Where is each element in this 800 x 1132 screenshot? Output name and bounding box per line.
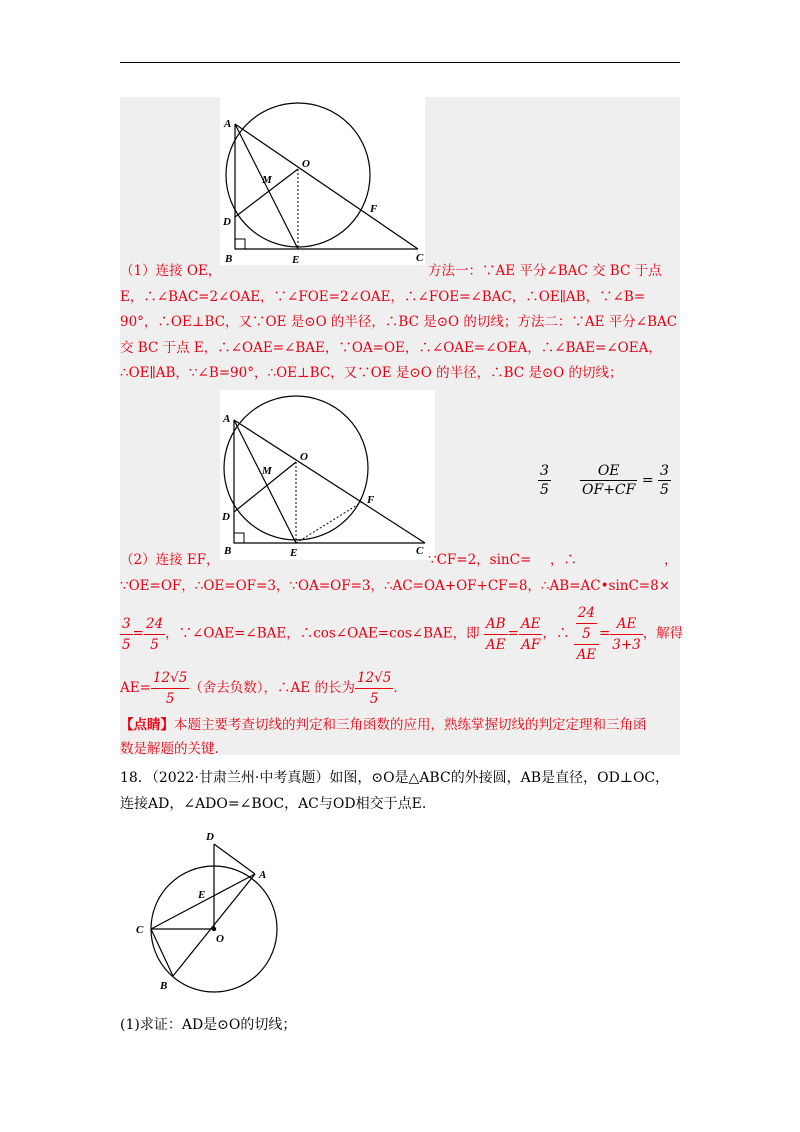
l3-g-num: 24 [144, 614, 165, 635]
float-frac-num: 3 [540, 463, 549, 479]
l4-den: 5 [165, 691, 175, 707]
sol1-line-1b: 方法一：∵AE 平分∠BAC 交 BC 于点 [428, 263, 662, 279]
fig1-label-B: B [225, 253, 233, 265]
fig1-label-A: A [224, 118, 232, 130]
sol2-line-4 [120, 668, 398, 709]
fig3-label-B: B [160, 980, 168, 992]
sol2-line-2: ∵OE=OF，∴OE=OF=3，∵OA=OF=3，∴AC=OA+OF+CF=8，∴AB=AC•sinC=8× [120, 578, 671, 594]
fig3-label-O: O [216, 933, 224, 945]
l4-mid: （舍去负数），∴AE 的长为 [189, 680, 355, 696]
l4-pre: AE= [120, 680, 151, 696]
fig1-label-C: C [416, 252, 424, 264]
float-frac-den: 5 [540, 482, 549, 498]
sol2-line-1a: （2）连接 EF， [120, 552, 220, 568]
l4-num2: 12√5 [355, 668, 393, 689]
l3-eq: = [132, 625, 144, 642]
q18-sub-1: (1)求证：AD是⊙O的切线； [120, 1017, 297, 1033]
l4-den2: 5 [369, 691, 379, 707]
fig2-label-F: F [367, 494, 375, 506]
l3-end: ，解得 [642, 625, 684, 642]
fig2-label-D: D [222, 511, 230, 523]
l3-g-den: 5 [150, 636, 159, 653]
comment-line-2: 数是解题的关键. [120, 741, 219, 757]
header-rule [120, 62, 680, 63]
l3-big-den: 5 [582, 626, 591, 642]
comment-text-1: 本题主要考查切线的判定和三角函数的应用，熟练掌握切线的判定定理和三角函 [174, 717, 647, 733]
l3-ab: AB [484, 614, 508, 635]
fig1-label-D: D [223, 216, 231, 228]
fig1-label-E: E [292, 254, 300, 265]
fig3-label-E: E [198, 889, 206, 901]
ratio-rden: 5 [660, 482, 669, 498]
fig2-label-M: M [262, 465, 272, 477]
float-fraction [538, 462, 551, 499]
l3-frac-den: 5 [122, 636, 131, 653]
sol2-line-1b: ∵CF=2，sinC= [428, 552, 532, 568]
q18-line-1: 18．（2022·甘肃兰州·中考真题）如图，⊙O是△ABC的外接圆，AB是直径，OD⊥OC， [120, 770, 670, 786]
l3-ae: AE [485, 636, 506, 653]
q18-line-2: 连接AD，∠ADO=∠BOC，AC与OD相交于点E. [120, 796, 427, 812]
ratio-den: OF+CF [582, 482, 636, 498]
l3-ae3: AE [576, 647, 597, 663]
ratio-eq: = [641, 472, 654, 489]
sol2-line-1d: ， [664, 552, 678, 568]
fig1-label-M: M [262, 174, 272, 186]
l4-end: . [393, 680, 398, 696]
fig3-label-A: A [259, 869, 267, 881]
figure-2 [220, 390, 435, 560]
l3-frac-num: 3 [120, 614, 133, 635]
sol1-line-2: E，∴∠BAC=2∠OAE，∵∠FOE=2∠OAE，∴∠FOE=∠BAC，∴OE∥AB，∵∠B= [120, 289, 646, 305]
l4-num: 12√5 [151, 668, 189, 689]
l3-text: ，∵∠OAE=∠BAE，∴cos∠OAE=cos∠BAE，即 [165, 625, 480, 642]
fig1-label-F: F [370, 203, 378, 215]
l3-33: 3+3 [612, 636, 641, 653]
comment-line-1 [120, 716, 647, 734]
fig3-label-C: C [136, 924, 144, 936]
comment-tag: 【点睛】 [120, 717, 174, 733]
sol1-line-3: 90°，∴OE⊥BC，又∵OE 是⊙O 的半径，∴BC 是⊙O 的切线；方法二：∵AE 平分∠BAC [120, 314, 678, 330]
sol1-line-4: 交 BC 于点 E，∴∠OAE=∠BAE，∵OA=OE，∴∠OAE=∠OEA，∴∠BAE=∠OEA， [120, 340, 662, 356]
ratio-num: OE [580, 462, 637, 481]
l3-big-num: 24 [576, 603, 597, 624]
sol1-line-1a: （1）连接 OE， [120, 263, 222, 279]
fig2-label-O: O [300, 451, 308, 463]
sol2-line-3: $\frac{3}{5}$ = $\frac{24}{5}$ ，∵∠OAE=∠BAE，∴cos∠OAE=cos∠BAE，即 $\frac{AB}{AE}$ = $\frac{AE}{AF}$ ，∴ $\frac{\frac{24}{5}}{AE}$ = $\frac{AE}{3+3}$ ，解得 [122, 605, 684, 663]
fig2-label-A: A [223, 413, 231, 425]
l3-so: ，∴ [542, 625, 570, 642]
l3-af: AF [521, 636, 541, 653]
l3-ae2: AE [519, 614, 543, 635]
fig1-label-O: O [302, 158, 310, 170]
l3-ae4: AE [610, 614, 643, 635]
sol1-line-5: ∴OE∥AB，∵∠B=90°，∴OE⊥BC，又∵OE 是⊙O 的半径，∴BC 是⊙O 的切线； [120, 365, 623, 381]
fig2-label-E: E [290, 547, 298, 559]
ratio-rnum: 3 [660, 463, 669, 479]
figure-1 [220, 97, 425, 265]
fig2-label-C: C [416, 545, 424, 557]
fig3-label-D: D [206, 831, 214, 843]
sol2-line-1c: ，∴ [550, 552, 577, 568]
fig2-label-B: B [224, 545, 232, 557]
ratio-equation [580, 462, 671, 499]
figure-3 [130, 826, 290, 996]
